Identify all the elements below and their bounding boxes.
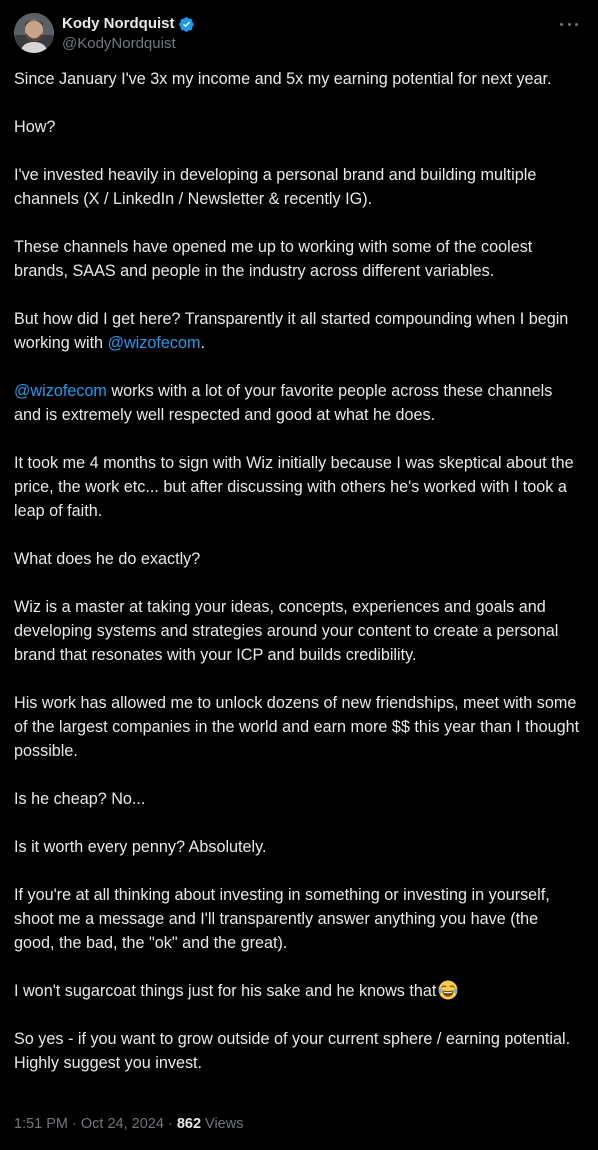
tweet-paragraph [14,691,580,763]
author-handle[interactable]: @KodyNordquist [62,35,176,52]
paragraph-text: . [200,334,205,352]
tweet-paragraph [14,67,580,91]
tweet-header [14,13,584,53]
paragraph-text: So yes - if you want to grow outside of your current sphere / earning potential. Highly suggest you invest. [14,1030,571,1072]
tweet-paragraph [14,787,580,811]
tweet-paragraph [14,883,580,955]
paragraph-text: Is he cheap? No... [14,790,146,808]
tweet-paragraph [14,835,580,859]
tweet-paragraph [14,307,580,355]
paragraph-text: I've invested heavily in developing a personal brand and building multiple channels (X / LinkedIn / Newsletter & recently IG). [14,166,537,208]
paragraph-text: What does he do exactly? [14,550,201,568]
author-name-row [62,14,195,34]
paragraph-text: How? [14,118,56,136]
mention-link[interactable]: @wizofecom [107,334,201,352]
paragraph-text: If you're at all thinking about investing in something or investing in yourself, shoot me a message and I'll transparently answer anything you have (the good, the bad, the "ok" and the great). [14,886,550,952]
paragraph-text: These channels have opened me up to working with some of the coolest brands, SAAS and people in the industry across different variables. [14,238,533,280]
tweet-paragraph [14,163,580,211]
more-dot [560,23,563,26]
paragraph-text: Since January I've 3x my income and 5x my earning potential for next year. [14,70,552,88]
mention-link[interactable]: @wizofecom [14,382,107,400]
paragraph-text: His work has allowed me to unlock dozens of new friendships, meet with some of the largest companies in the world and earn more $$ this year than I thought possible. [14,694,580,760]
tweet-paragraph [14,979,580,1003]
tweet-time[interactable]: 1:51 PM [14,1116,68,1132]
tweet-paragraph [14,379,580,427]
tweet-paragraph [14,115,580,139]
paragraph-text: But how did I get here? Transparently it all started compounding when I begin working with [14,310,569,352]
avatar-image [14,13,54,53]
paragraph-text: Wiz is a master at taking your ideas, concepts, experiences and goals and developing systems and strategies around your content to create a personal brand that resonates with your ICP and builds credibility. [14,598,559,664]
meta-separator: · [163,1116,177,1132]
views-count: 862 [176,1116,202,1132]
paragraph-text: I won't sugarcoat things just for his sake and he knows that [14,982,437,1000]
tweet-paragraph [14,235,580,283]
tweet-paragraph [14,547,580,571]
avatar[interactable] [14,13,54,53]
more-dot [575,23,578,26]
views-label: Views [201,1116,244,1132]
tweet-date[interactable]: Oct 24, 2024 [80,1116,164,1132]
paragraph-text: works with a lot of your favorite people across these channels and is extremely well respected and good at what he does. [14,382,553,424]
verified-badge-icon[interactable] [178,16,195,33]
paragraph-text: Is it worth every penny? Absolutely. [14,838,267,856]
tweet-paragraph [14,451,580,523]
author-display-name[interactable]: Kody Nordquist [62,15,175,32]
author-names [62,14,195,54]
face-with-tears-of-joy-icon [438,980,458,1000]
tweet-text [14,67,580,1099]
tweet-paragraph [14,1027,580,1075]
meta-separator: · [68,1116,81,1132]
tweet-paragraph [14,595,580,667]
tweet-meta [14,1114,243,1134]
more-dot [568,23,571,26]
more-options-icon[interactable] [560,17,578,31]
paragraph-text: It took me 4 months to sign with Wiz initially because I was skeptical about the price, the work etc... but after discussing with others he's worked with I took a leap of faith. [14,454,574,520]
